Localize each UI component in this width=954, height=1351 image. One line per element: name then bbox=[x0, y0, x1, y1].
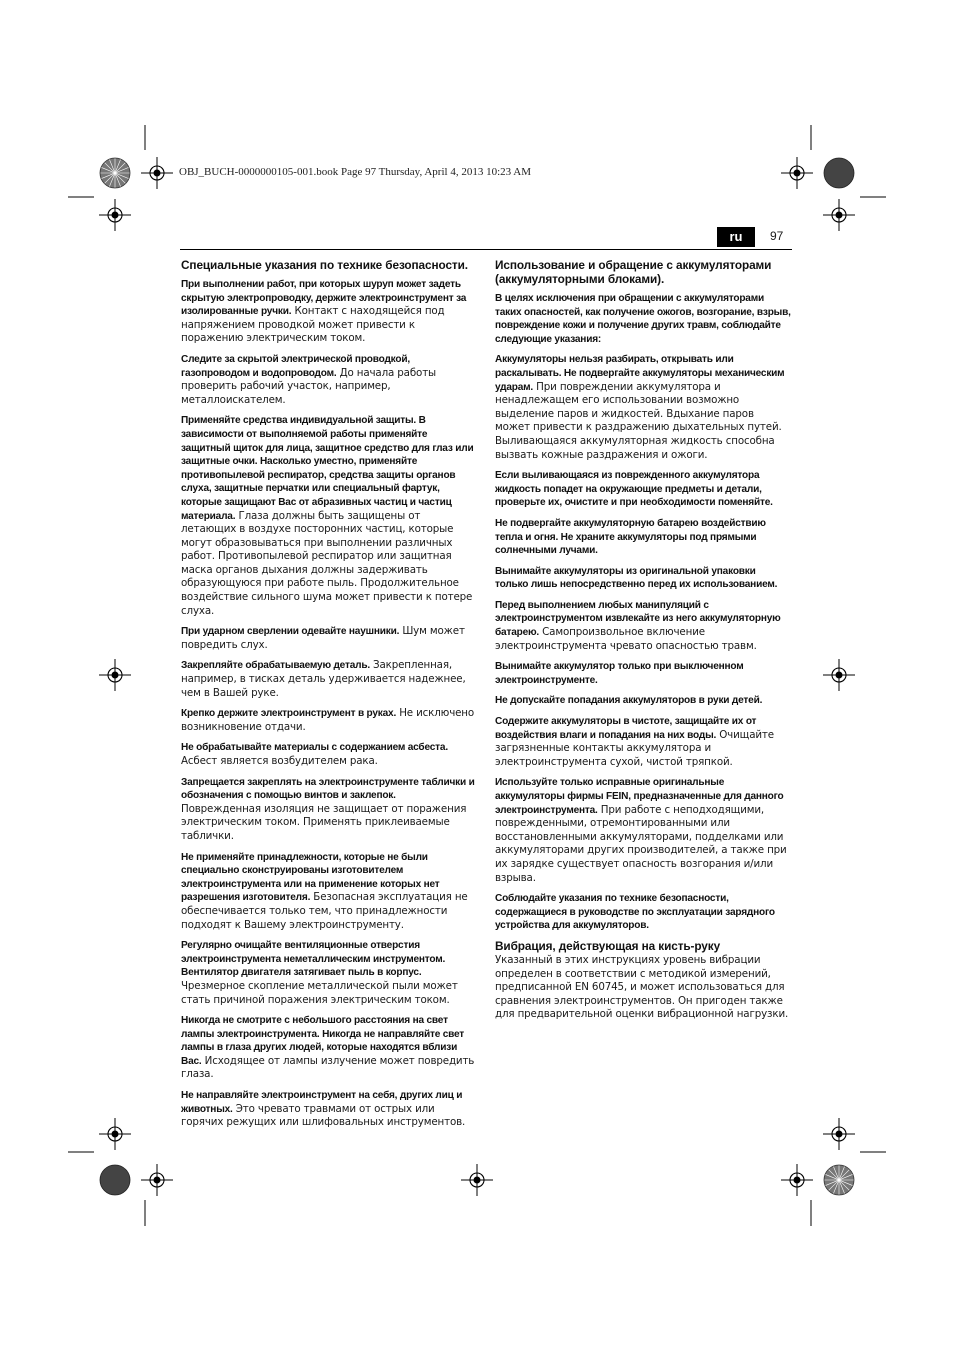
print-header: OBJ_BUCH-0000000105-001.book Page 97 Thursday, April 4, 2013 10:23 AM bbox=[179, 166, 531, 178]
page-number: 97 bbox=[770, 229, 784, 243]
paragraph: Перед выполнением любых манипуляций с электроинструментом извлекайте из него аккумуляторную батарею. Самопроизвольное включение электроинструмента чревато опасностью травм. bbox=[495, 599, 781, 652]
paragraph: При ударном сверлении одевайте наушники. Шум может повредить слух. bbox=[181, 625, 465, 651]
paragraph: Никогда не смотрите с небольшого расстояния на свет лампы электроинструмента. Никогда не направляйте свет лампы в глаза других людей, которые находятся вблизи Вас. Исходящее от лампы излучение может повредить глаза. bbox=[181, 1015, 475, 1081]
paragraph: Закрепляйте обрабатываемую деталь. Закрепленная, например, в тисках деталь удерживается надежнее, чем в Вашей руке. bbox=[181, 659, 466, 699]
paragraph: Соблюдайте указания по технике безопасности, содержащиеся в руководстве по эксплуатации зарядного устройства для аккумуляторов. bbox=[495, 893, 775, 932]
left-column bbox=[181, 258, 477, 1137]
paragraph: При выполнении работ, при которых шуруп может задеть скрытую электропроводку, держите электроинструмент за изолированные ручки. Контакт с находящейся под напряжением проводкой может привести к поражению электрическим током. bbox=[181, 279, 467, 345]
language-badge: ru bbox=[717, 227, 755, 247]
vibration-text: Указанный в этих инструкциях уровень вибрации определен в соответствии с методикой измерений, предписанной EN 60745, и может использоваться для сравнения электроинструментов. Он пригоден также для предварительной оценки вибрационной нагрузки. bbox=[495, 953, 789, 1021]
paragraph: Не допускайте попадания аккумуляторов в руки детей. bbox=[495, 695, 763, 707]
paragraph: Запрещается закреплять на электроинструменте таблички и обозначения с помощью винтов и заклепок. Поврежденная изоляция не защищает от поражения электрическим током. Применять приклеиваемые таблички. bbox=[181, 776, 475, 842]
paragraph: Не направляйте электроинструмент на себя, других лиц и животных. Это чревато травмами от острых или горячих режущих или шлифовальных инструментов. bbox=[181, 1090, 466, 1129]
battery-heading: Использование и обращение с аккумуляторами (аккумуляторными блоками). bbox=[495, 258, 772, 286]
safety-heading: Специальные указания по технике безопасности. bbox=[181, 258, 468, 272]
right-column bbox=[495, 258, 791, 1029]
paragraph: Не обрабатывайте материалы с содержанием асбеста. Асбест является возбудителем рака. bbox=[181, 742, 448, 767]
paragraph: Регулярно очищайте вентиляционные отверстия электроинструмента неметаллическим инструментом. Вентилятор двигателя затягивает пыль в корпус. Чрезмерное скопление металлической пыли может стать причиной поражения электрическим током. bbox=[181, 940, 458, 1006]
paragraph: Крепко держите электроинструмент в руках. Не исключено возникновение отдачи. bbox=[181, 707, 475, 733]
paragraph: Аккумуляторы нельзя разбирать, открывать или раскалывать. Не подвергайте аккумуляторы механическим ударам. При повреждении аккумулятора и ненадлежащем его использовании возможно выделение паров и жидкостей. Вдыхание паров может привести к раздражению дыхательных путей. Выливающаяся аккумуляторная жидкость способна вызвать кожные раздражения и ожоги. bbox=[495, 354, 785, 461]
paragraph: В целях исключения при обращении с аккумуляторами таких опасностей, как получение ожогов, возгорание, взрыв, повреждение кожи и получение других травм, соблюдайте следующие указания: bbox=[495, 293, 791, 345]
paragraph: Если выливающаяся из поврежденного аккумулятора жидкость попадет на окружающие предметы и детали, проверьте их, очистите и при необходимости поменяйте. bbox=[495, 470, 773, 509]
paragraph: Вынимайте аккумуляторы из оригинальной упаковки только лишь непосредственно перед их использованием. bbox=[495, 565, 778, 591]
vibration-heading: Вибрация, действующая на кисть-руку bbox=[495, 938, 721, 953]
header-rule bbox=[180, 249, 792, 250]
paragraph: Не применяйте принадлежности, которые не были специально сконструированы изготовителем электроинструмента или на применение которых нет разрешения изготовителя. Безопасная эксплуатация не обеспечивается только тем, что принадлежности подходят к Вашему электроинструменту. bbox=[181, 851, 468, 931]
paragraph: Вынимайте аккумулятор только при выключенном электроинструменте. bbox=[495, 661, 744, 686]
paragraph: Содержите аккумуляторы в чистоте, защищайте их от воздействия влаги и попадания на них воды. Очищайте загрязненные контакты аккумулятора и электроинструмента сухой, чистой тряпкой. bbox=[495, 716, 774, 768]
paragraph: Не подвергайте аккумуляторную батарею воздействию тепла и огня. Не храните аккумуляторы под прямыми солнечными лучами. bbox=[495, 517, 766, 557]
paragraph: Следите за скрытой электрической проводкой, газопроводом и водопроводом. До начала работы проверить рабочий участок, например, металлоискателем. bbox=[181, 353, 437, 406]
paragraph: Применяйте средства индивидуальной защиты. В зависимости от выполняемой работы применяйте защитный щиток для лица, защитное средство для глаз или защитные очки. Насколько уместно, применяйте противопылевой респиратор, средства защиты органов слуха, защитные перчатки или специальный фартук, которые защищают Вас от абразивных частиц и частиц материала. Глаза должны быть защищены от летающих в воздухе посторонних частиц, которые могут образовываться при выполнении различных работ. Противопылевой респиратор или защитная маска органов дыхания должны задерживать образующуюся при работе пыль. Продолжительное воздействие сильного шума может привести к потере слуха. bbox=[181, 415, 474, 617]
paragraph: Используйте только исправные оригинальные аккумуляторы фирмы FEIN, предназначенные для данного электроинструмента. При работе с неподходящими, поврежденными, отремонтированными или восстановленными аккумуляторами, подделками или аккумуляторами других производителей, а также при их зарядке существует опасность возгорания и/или взрыва. bbox=[495, 777, 787, 884]
